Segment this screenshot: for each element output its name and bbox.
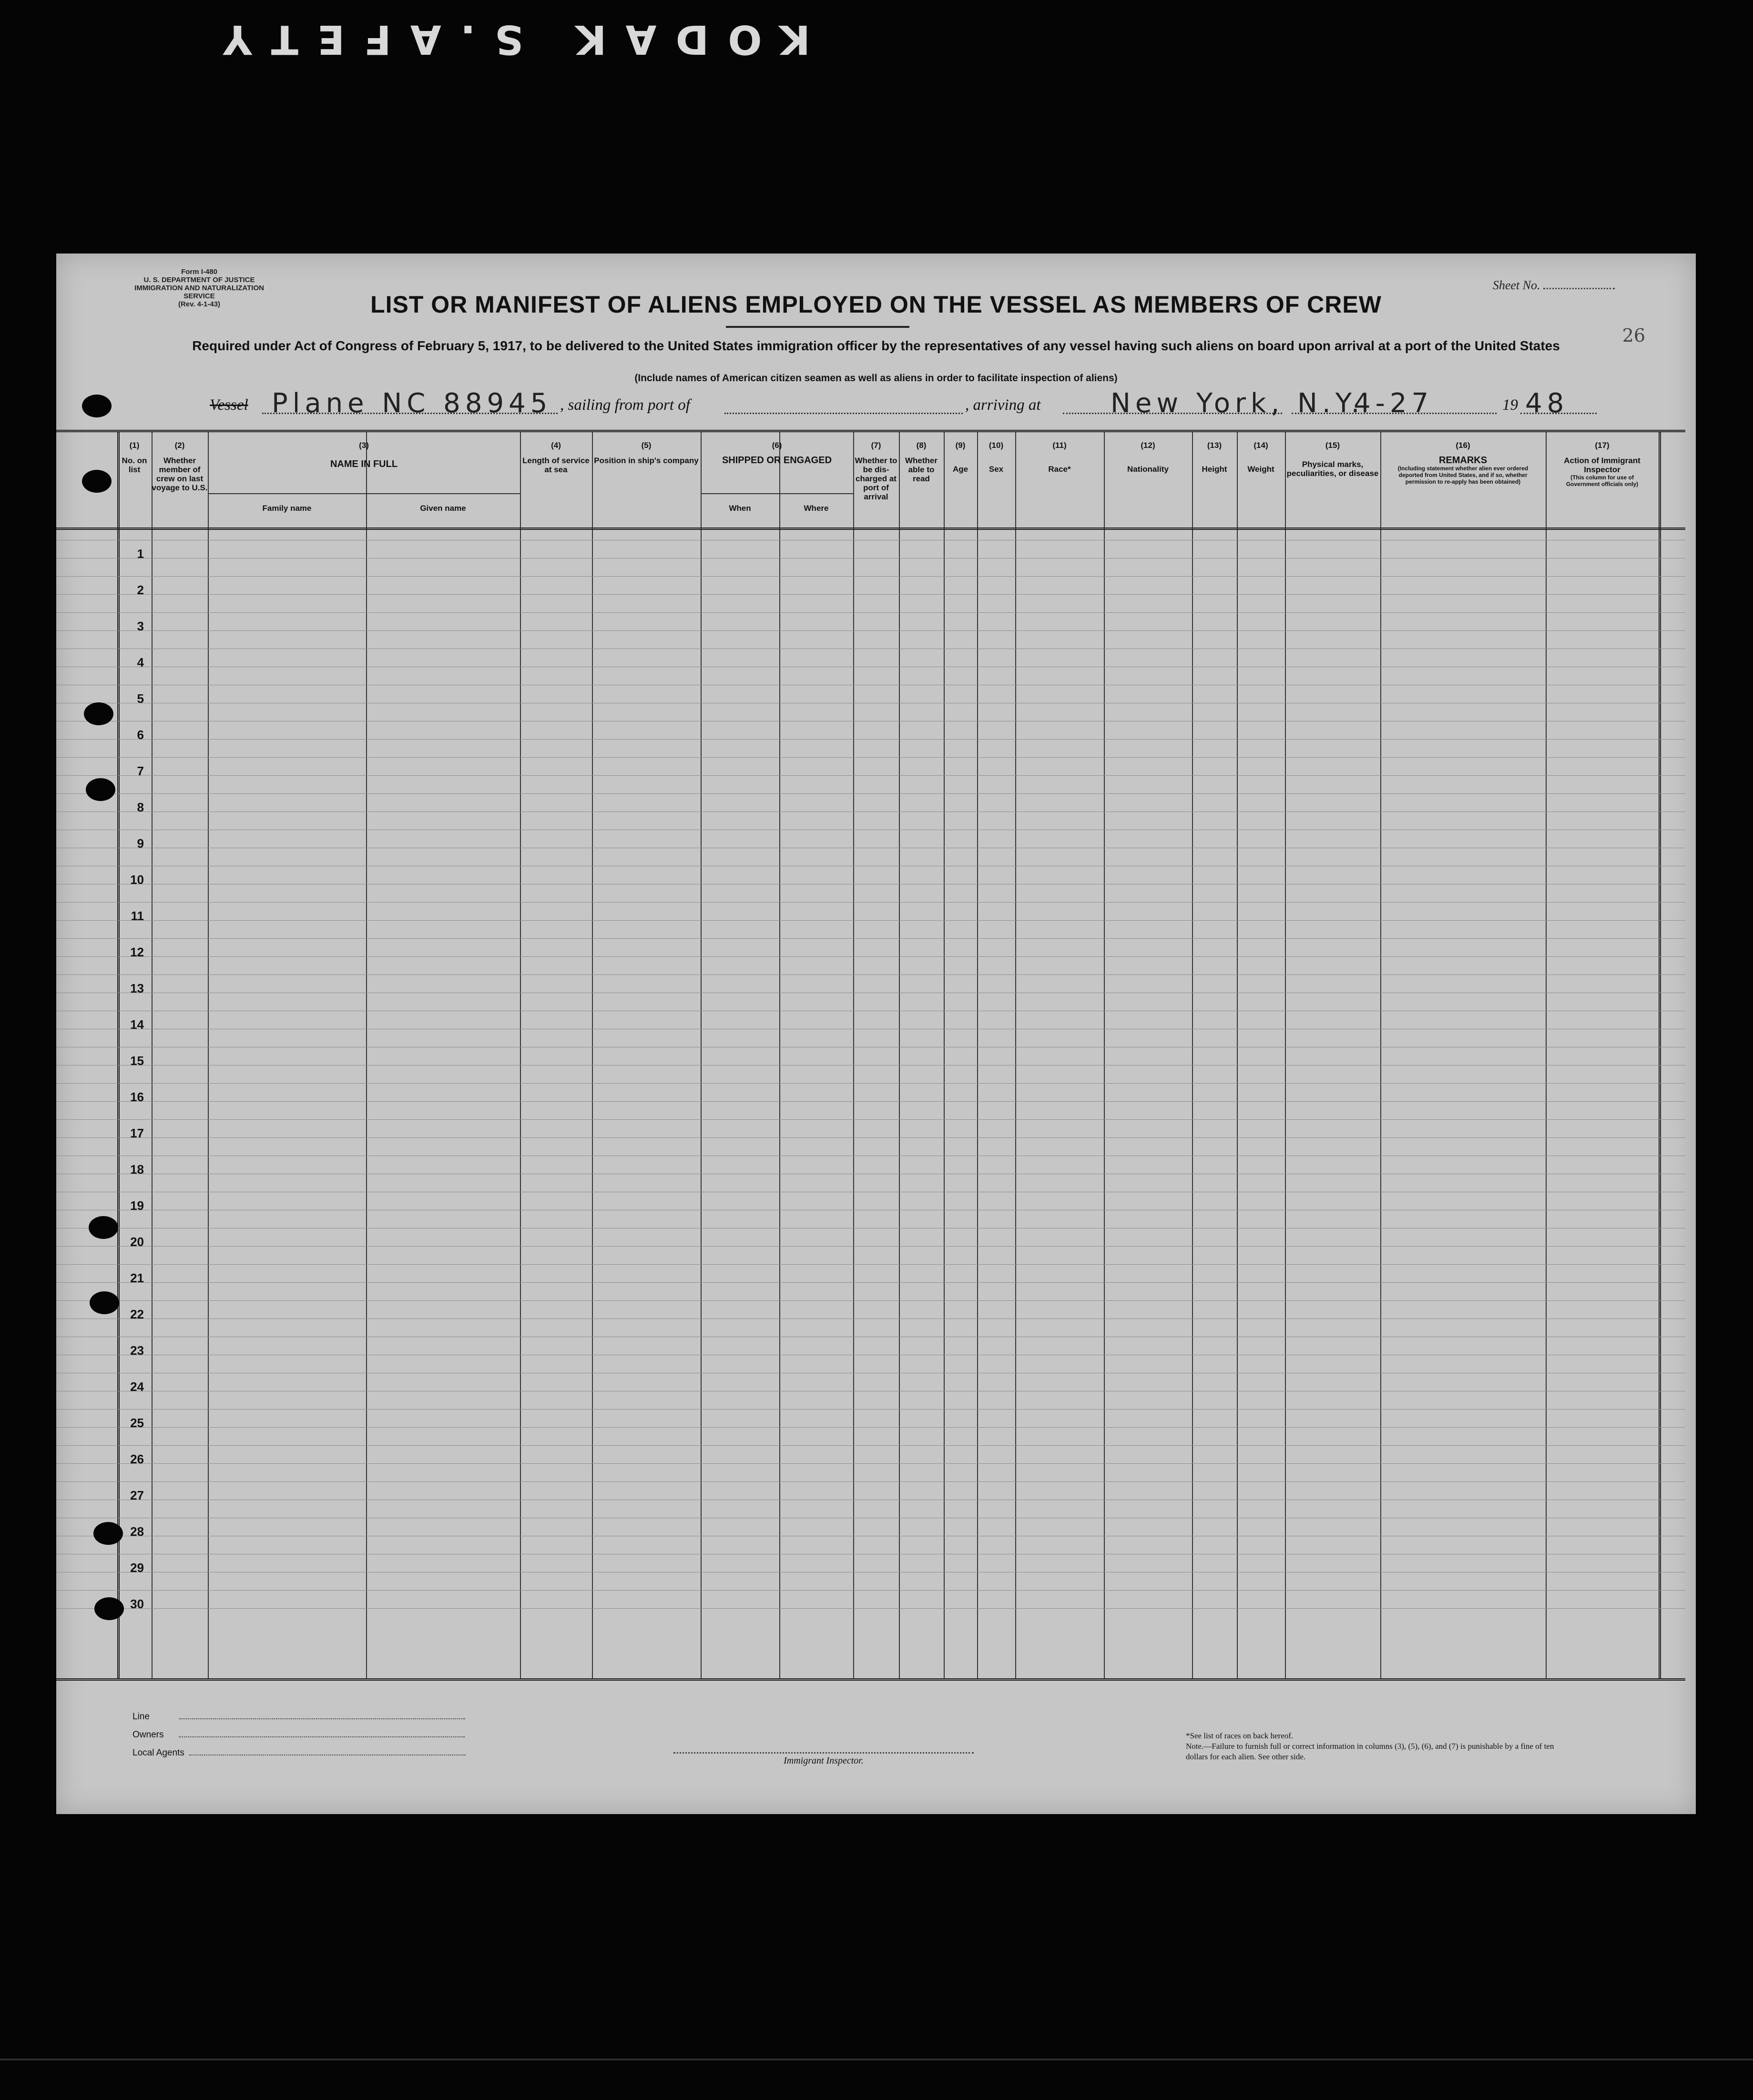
sailing-port-blank[interactable] [724, 412, 963, 414]
punch-hole [93, 1522, 123, 1545]
header-col-13: (13) Height [1202, 441, 1227, 474]
row-number: 21 [130, 1271, 144, 1285]
punch-hole [89, 1216, 118, 1239]
sailing-label: , sailing from port of [560, 396, 690, 414]
header-col-7: (7) Whether to be dis-charged at port of arrival [855, 441, 897, 501]
header-col-4: (4) Length of service at sea [522, 441, 590, 474]
name-subheader-line [208, 493, 520, 494]
row-rule [56, 1409, 1685, 1410]
row-number: 12 [130, 945, 144, 959]
header-bottom-rule [56, 528, 1685, 530]
row-number: 1 [137, 547, 144, 561]
punch-hole [84, 702, 113, 725]
col-divider [1104, 432, 1105, 1678]
header-when: When [729, 504, 751, 513]
row-number: 9 [137, 836, 144, 851]
row-rule [56, 612, 1685, 613]
row-number: 15 [130, 1054, 144, 1068]
shipped-subheader-line [701, 493, 853, 494]
row-number: 30 [130, 1597, 144, 1611]
include-note: (Include names of American citizen seamen as well as aliens in order to facilitate inspection of aliens) [634, 373, 1118, 384]
local-agents-field[interactable]: Local Agents [132, 1748, 466, 1758]
header-col-6: (6) SHIPPED OR ENGAGED [722, 441, 832, 466]
year-value[interactable]: 48 [1525, 388, 1569, 419]
penalty-note: Note.—Failure to furnish full or correct information in columns (3), (5), (6), and (7) is punishable by a fine of ten dollars for each alien. See other side. [1186, 1742, 1554, 1761]
arriving-value[interactable]: New York, N.Y. [1111, 388, 1365, 419]
department-name: U. S. DEPARTMENT OF JUSTICE [143, 276, 255, 284]
title-underline [726, 326, 909, 328]
punch-hole [86, 778, 115, 801]
arriving-blank [1063, 412, 1282, 414]
row-number: 26 [130, 1452, 144, 1466]
col-divider [1380, 432, 1381, 1678]
header-col-3: (3) NAME IN FULL [330, 441, 398, 469]
film-edge-line [0, 2059, 1753, 2060]
header-col-16: (16) REMARKS (Including statement whether alien ever ordered deported from United States, and if so, whether permission to re-apply has been obtained) [1397, 441, 1529, 485]
row-number: 13 [130, 981, 144, 995]
row-rule [56, 974, 1685, 975]
crew-manifest-table [56, 430, 1685, 1681]
row-rule [56, 739, 1685, 740]
arrival-date[interactable]: 4-27 [1354, 388, 1434, 419]
header-col-12: (12) Nationality [1127, 441, 1169, 474]
row-number: 19 [130, 1198, 144, 1213]
row-number: 23 [130, 1343, 144, 1358]
form-number: Form I-480 [181, 268, 217, 276]
form-subtitle: Required under Act of Congress of February 5, 1917, to be delivered to the United States immigration officer by the representatives of any vessel having such aliens on board upon arrival at a port of the United States [192, 338, 1560, 353]
header-col-9: (9) Age [952, 441, 968, 474]
vessel-line [210, 389, 1621, 418]
col-divider [1237, 432, 1238, 1678]
row-number: 24 [130, 1380, 144, 1394]
header-col-5: (5) Position in ship's company [594, 441, 699, 465]
footer-notes [1186, 1731, 1577, 1762]
row-number: 5 [137, 691, 144, 706]
punch-hole [90, 1291, 119, 1314]
row-number: 27 [130, 1488, 144, 1502]
owners-field[interactable]: Owners [132, 1730, 465, 1740]
col-divider [1285, 432, 1286, 1678]
col-divider [520, 432, 521, 1678]
col-divider [977, 432, 978, 1678]
row-number: 28 [130, 1524, 144, 1539]
row-number: 25 [130, 1416, 144, 1430]
page-title: LIST OR MANIFEST OF ALIENS EMPLOYED ON THE VESSEL AS MEMBERS OF CREW [370, 291, 1382, 318]
film-edge-print: KODAK S.AFETY [204, 16, 810, 63]
row-rule [56, 757, 1685, 758]
header-col-10: (10) Sex [989, 441, 1004, 474]
col-divider [779, 432, 780, 1678]
col-divider [152, 432, 153, 1678]
punch-hole [82, 395, 112, 417]
year-blank [1520, 412, 1597, 414]
year-prefix: 19 [1502, 396, 1518, 414]
header-family-name: Family name [262, 504, 312, 513]
row-rule [56, 956, 1685, 957]
date-blank [1292, 412, 1497, 414]
immigrant-inspector-signature[interactable]: Immigrant Inspector. [673, 1752, 974, 1766]
row-rule [56, 1083, 1685, 1084]
row-rule [56, 920, 1685, 921]
row-rule [56, 1101, 1685, 1102]
col-divider [117, 432, 120, 1678]
row-number: 16 [130, 1090, 144, 1104]
row-rule [56, 1282, 1685, 1283]
punch-hole [94, 1597, 124, 1620]
row-number: 14 [130, 1017, 144, 1032]
row-rule [56, 1300, 1685, 1301]
col-divider [1546, 432, 1547, 1678]
col-divider [208, 432, 209, 1678]
sheet-number-label: Sheet No. [1492, 278, 1540, 292]
row-rule [56, 1246, 1685, 1247]
col-divider [592, 432, 593, 1678]
row-rule [56, 902, 1685, 903]
header-given-name: Given name [420, 504, 466, 513]
vessel-value[interactable]: Plane NC 88945 [272, 388, 552, 419]
form-revision: (Rev. 4-1-43) [178, 300, 221, 308]
col-divider [366, 432, 367, 1678]
punch-hole [82, 470, 112, 493]
row-number: 6 [137, 728, 144, 742]
vessel-label: Vessel [210, 396, 248, 414]
row-rule [56, 938, 1685, 939]
row-number: 11 [131, 909, 144, 923]
row-rule [56, 1264, 1685, 1265]
row-rule [56, 1463, 1685, 1464]
row-rule [56, 1590, 1685, 1591]
service-name: IMMIGRATION AND NATURALIZATION SERVICE [134, 284, 264, 300]
row-rule [56, 576, 1685, 577]
row-number: 18 [130, 1162, 144, 1177]
sheet-number-blank[interactable] [1543, 287, 1615, 289]
header-col-2: (2) Whether member of crew on last voyage to U.S. [152, 441, 208, 492]
col-divider [1015, 432, 1016, 1678]
arriving-label: , arriving at [965, 396, 1041, 414]
manifest-sheet [56, 254, 1696, 1814]
col-divider [701, 432, 702, 1678]
row-number: 8 [137, 800, 144, 814]
row-number: 2 [137, 583, 144, 597]
row-rule [56, 1427, 1685, 1428]
row-number: 7 [137, 764, 144, 778]
row-rule [56, 594, 1685, 595]
row-rule [56, 793, 1685, 794]
races-note: *See list of races on back hereof. [1186, 1731, 1294, 1740]
row-number: 3 [137, 619, 144, 633]
row-number: 20 [130, 1235, 144, 1249]
row-rule [56, 1119, 1685, 1120]
form-footer [56, 1683, 1696, 1812]
page-number: 26 [1622, 325, 1645, 346]
header-col-8: (8) Whether able to read [905, 441, 938, 483]
row-number: 17 [130, 1126, 144, 1140]
col-divider [1659, 432, 1661, 1678]
row-rule [56, 1608, 1685, 1609]
header-col-1: (1) No. on list [122, 441, 147, 474]
line-field[interactable]: Line [132, 1712, 465, 1722]
col-divider [1192, 432, 1193, 1678]
header-col-11: (11) Race* [1048, 441, 1071, 474]
row-number: 10 [130, 872, 144, 887]
row-rule [56, 1481, 1685, 1482]
header-col-17: (17) Action of Immigrant Inspector (This column for use of Government officials only) [1564, 441, 1641, 487]
col-divider [944, 432, 945, 1678]
row-number: 4 [137, 655, 144, 670]
header-where: Where [804, 504, 829, 513]
row-number: 22 [130, 1307, 144, 1321]
row-rule [56, 775, 1685, 776]
col-divider [853, 432, 854, 1678]
row-rule [56, 1137, 1685, 1138]
header-col-14: (14) Weight [1247, 441, 1274, 474]
header-col-15: (15) Physical marks, peculiarities, or disease [1286, 441, 1379, 478]
row-number: 29 [130, 1561, 144, 1575]
col-divider [899, 432, 900, 1678]
vessel-blank [262, 412, 558, 414]
row-rule [56, 1445, 1685, 1446]
row-rule [56, 630, 1685, 631]
